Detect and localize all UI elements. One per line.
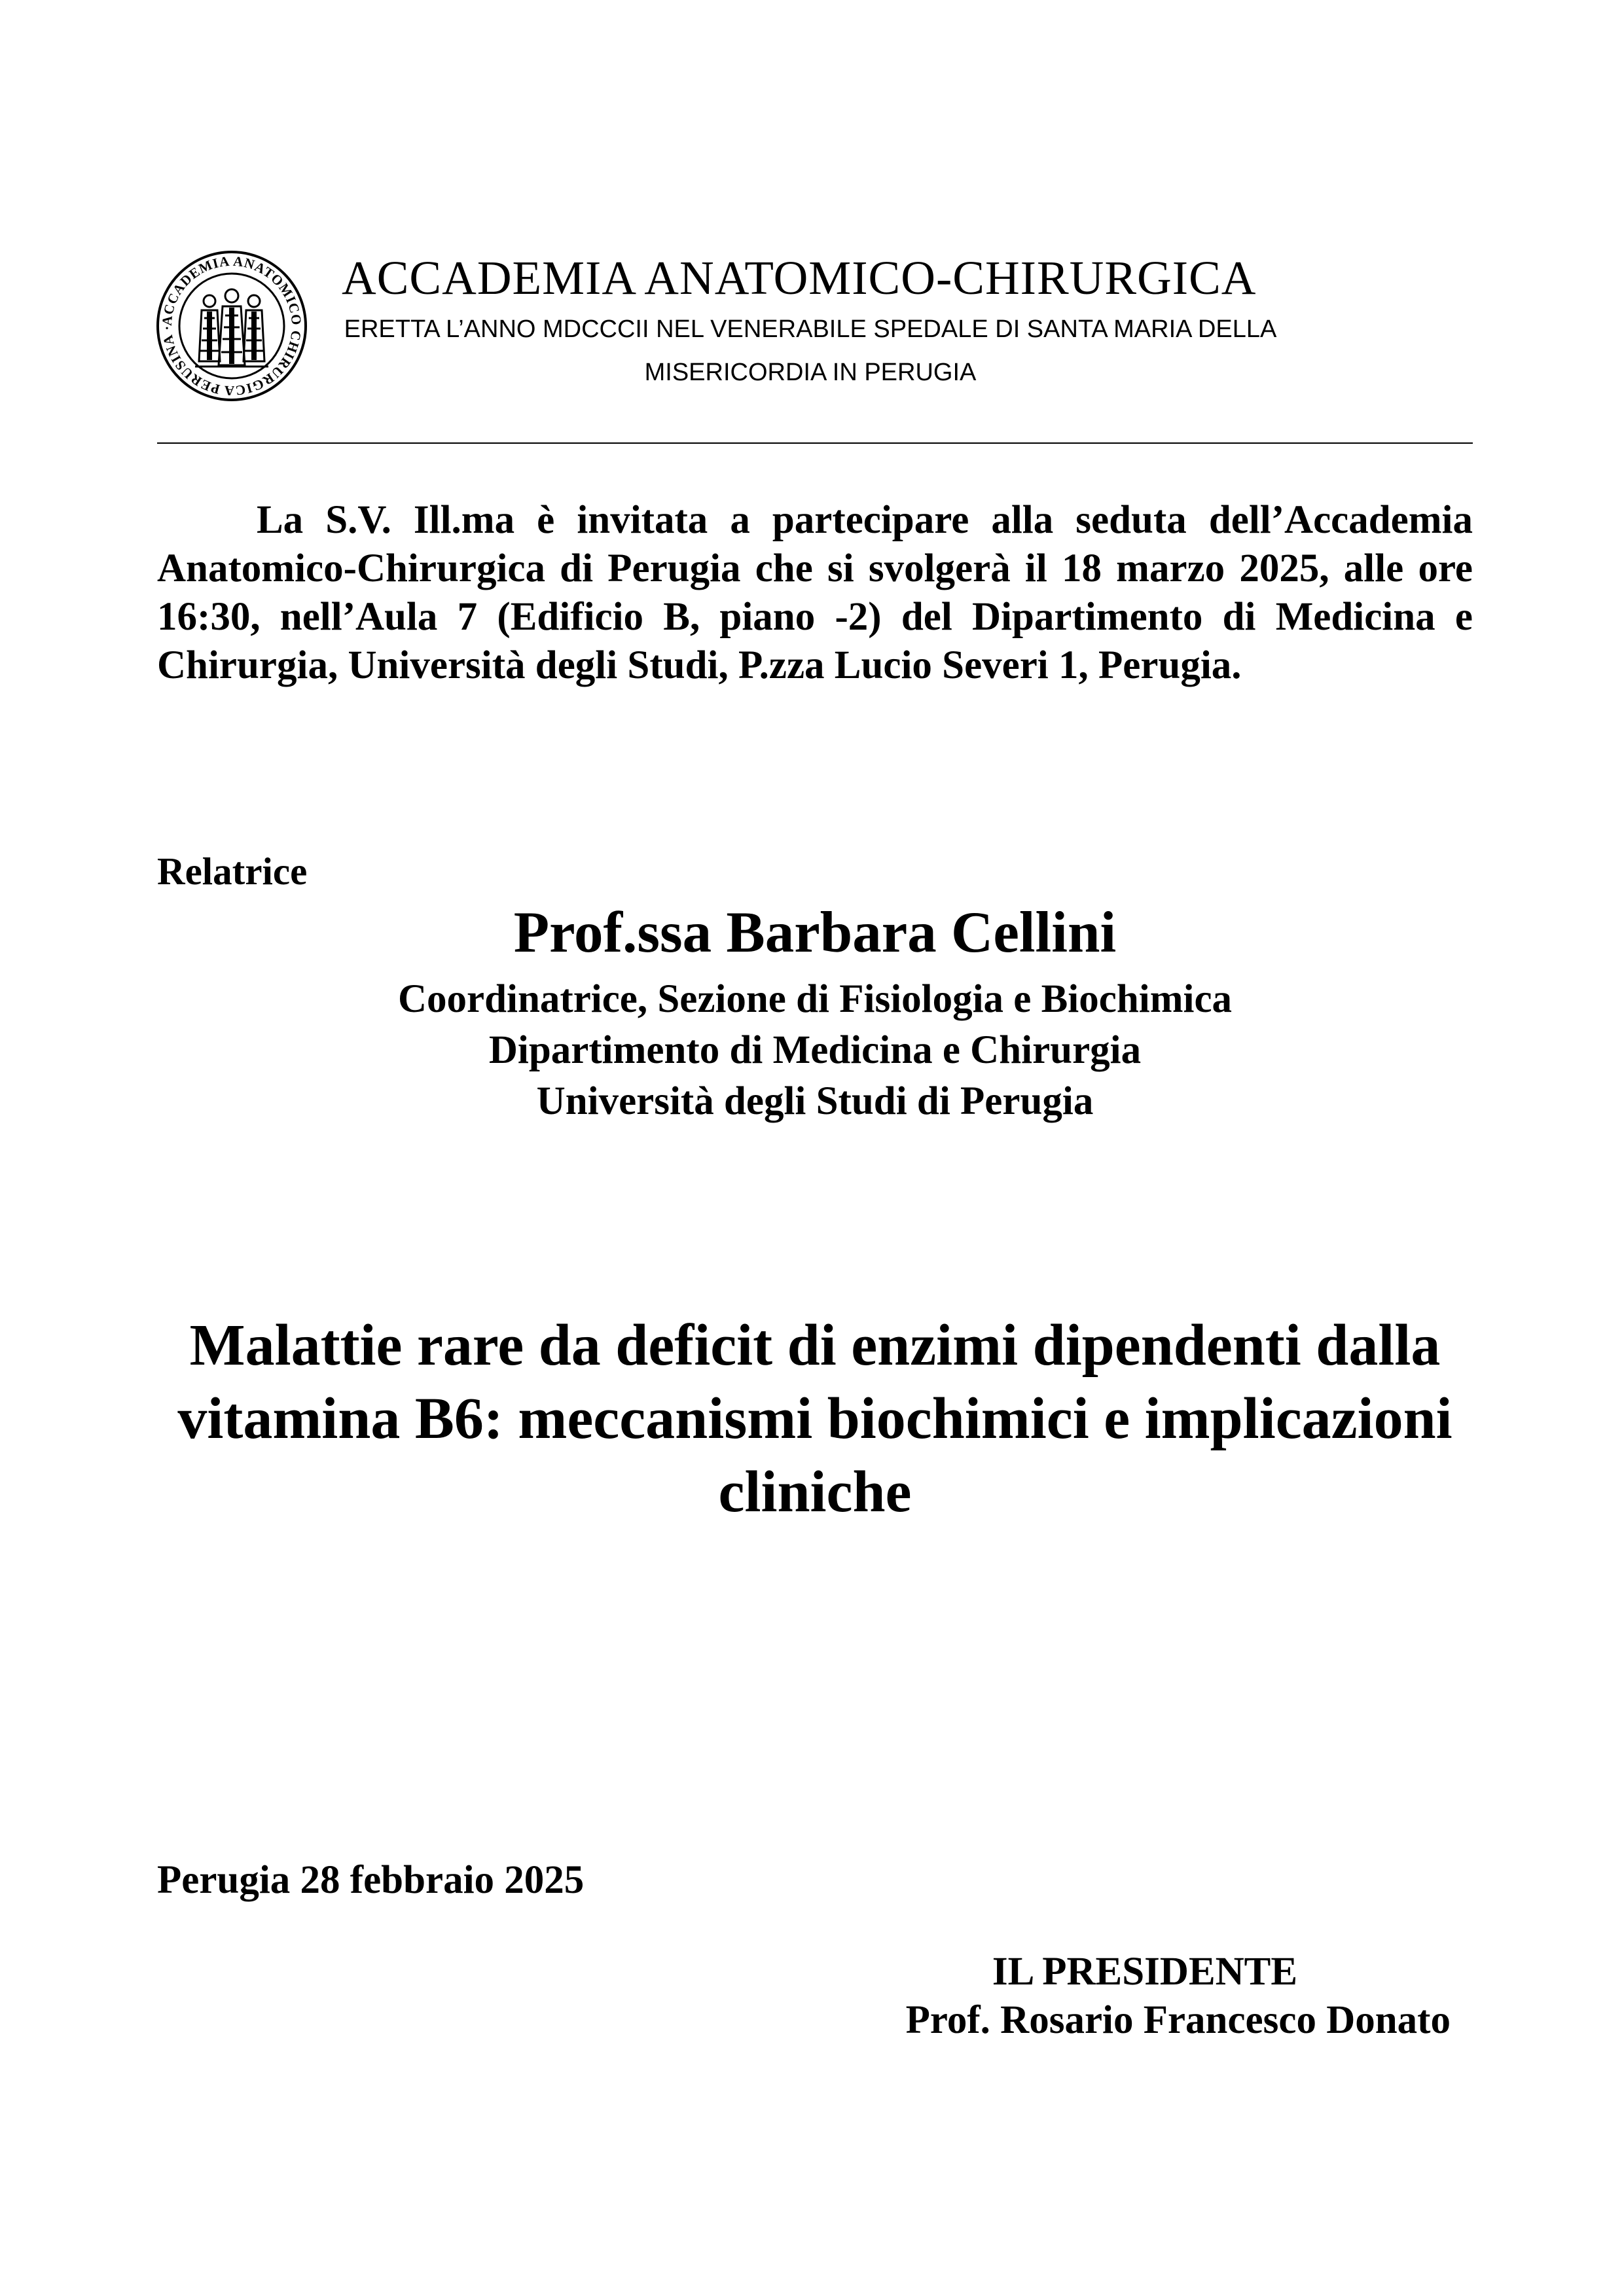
president-name: Prof. Rosario Francesco Donato xyxy=(905,1998,1451,2042)
header-divider xyxy=(157,442,1473,444)
speaker-role-label: Relatrice xyxy=(157,850,308,893)
academy-subtitle-line-2: MISERICORDIA IN PERUGIA xyxy=(644,359,977,386)
place-and-date: Perugia 28 febbraio 2025 xyxy=(157,1858,585,1902)
speaker-name: Prof.ssa Barbara Cellini xyxy=(513,901,1117,965)
academy-subtitle-line-1: ERETTA L’ANNO MDCCCII NEL VENERABILE SPEDALE DI SANTA MARIA DELLA xyxy=(344,315,1277,343)
invitation-paragraph: La S.V. Ill.ma è invitata a partecipare alla seduta dell’Accademia Anatomico-Chirurgica di Perugia che si svolgerà il 18 marzo 2025, alle ore 16:30, nell’Aula 7 (Edificio B, piano -2) del Dipartimento di Medicina e Chirurgia, Università degli Studi, P.zza Lucio Severi 1, Perugia. xyxy=(157,498,1473,687)
speaker-affiliation-line-2: Dipartimento di Medicina e Chirurgia xyxy=(488,1028,1142,1072)
academy-seal-logo xyxy=(156,250,308,402)
president-role: IL PRESIDENTE xyxy=(992,1950,1298,1994)
speaker-affiliation xyxy=(157,974,1473,1127)
speaker-affiliation-line-1: Coordinatrice, Sezione di Fisiologia e Biochimica xyxy=(397,977,1233,1021)
svg-text:ACCADEMIA ANATOMICO CHIRURGICA: ACCADEMIA ANATOMICO CHIRURGICA PERUSINA · xyxy=(158,253,305,399)
academy-subtitle xyxy=(319,308,1301,394)
academy-title: ACCADEMIA ANATOMICO-CHIRURGICA xyxy=(342,251,1257,304)
talk-title: Malattie rare da deficit di enzimi dipendenti dalla vitamina B6: meccanismi biochimici e implicazioni cliniche xyxy=(177,1313,1453,1524)
speaker-affiliation-line-3: Università degli Studi di Perugia xyxy=(536,1079,1094,1123)
